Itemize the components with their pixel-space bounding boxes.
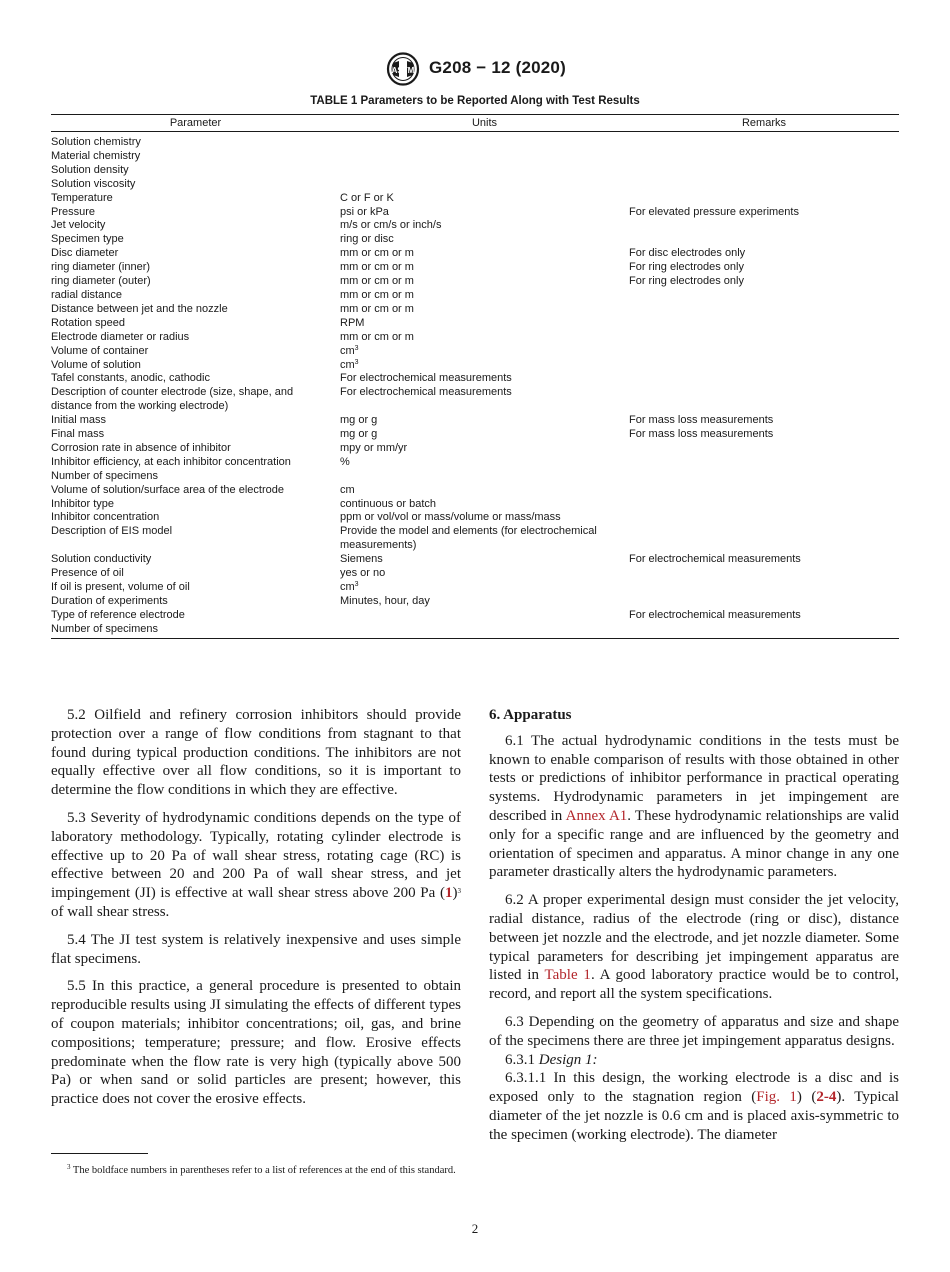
table-row	[51, 331, 899, 345]
parameter-cell: Specimen type	[51, 233, 124, 246]
table-row	[51, 275, 899, 289]
units-cell	[340, 150, 629, 164]
units-cell	[340, 178, 629, 192]
remarks-cell: For elevated pressure experiments	[629, 205, 799, 218]
footnote-marker: 3	[457, 887, 461, 896]
paragraph-5-5: 5.5 In this practice, a general procedure is presented to obtain reproducible results using JI simulating the effects of different types of coupon materials; inhibitor concentrations; oil, gas, and brine compositions; temperature; pressure; and flow. Erosive effects predominate when the flow rate is very high (typically above 500 Pa) or when sand or solid particles are present; however, this practice does not cover the erosive effects.	[51, 978, 461, 1108]
table-row	[51, 164, 899, 178]
units-cell	[340, 136, 629, 150]
units-cell: continuous or batch	[340, 497, 437, 510]
units-cell: $cm^3$	[340, 358, 359, 371]
parameter-cell: Inhibitor type	[51, 497, 114, 510]
reference-link-2-4[interactable]: 2-4	[816, 1089, 837, 1106]
remarks-cell: For mass loss measurements	[629, 414, 774, 427]
parameter-cell: If oil is present, volume of oil	[51, 581, 190, 593]
units-cell: RPM	[340, 316, 365, 329]
remarks-cell	[629, 498, 899, 512]
table-row	[51, 247, 899, 261]
document-designation: G208 − 12 (2020)	[429, 58, 566, 77]
table-row	[51, 178, 899, 192]
svg-text:ASTM: ASTM	[391, 66, 415, 75]
remarks-cell	[629, 525, 899, 553]
table-row	[51, 484, 899, 498]
paragraph-6-1: 6.1 The actual hydrodynamic conditions in the tests must be known to enable comparison of results with those obtained in other tests or predictions of inhibitor performance in practical operating systems. Hydrodynamic parameters in jet impingement are described in Annex A1. These hydrodynamic relationships are valid only for a specific range and are influenced by the geometry and orientation of specimen and apparatus. A minor change in any one parameter drastically alters the hydrodynamic parameters.	[489, 732, 899, 881]
units-cell: Siemens	[340, 553, 383, 566]
parameter-cell: Pressure	[51, 205, 96, 218]
remarks-cell	[629, 511, 899, 525]
remarks-cell: For electrochemical measurements	[629, 553, 801, 566]
table-header-rule	[51, 131, 899, 132]
table-row	[51, 206, 899, 220]
remarks-cell	[629, 456, 899, 470]
figure-1-link[interactable]: Fig. 1	[756, 1089, 797, 1106]
units-cell: mg or g	[340, 414, 378, 427]
parameter-cell: Duration of experiments	[51, 594, 168, 607]
parameter-cell: Number of specimens	[51, 622, 158, 635]
remarks-cell: For electrochemical measurements	[629, 608, 801, 621]
table-row	[51, 414, 899, 428]
units-cell: Provide the model and elements (for electrochemical measurements)	[340, 525, 597, 552]
parameter-cell: Rotation speed	[51, 316, 125, 329]
units-cell	[340, 164, 629, 178]
paragraph-6-3-1: 6.3.1 Design 1:	[505, 1051, 598, 1068]
footnote-3: $^3$ The boldface numbers in parentheses refer to a list of references at the end of this standard.	[67, 1163, 456, 1176]
units-cell: mm or cm or m	[340, 288, 414, 301]
table-bottom-rule	[51, 638, 899, 639]
units-cell: m/s or cm/s or inch/s	[340, 219, 442, 232]
units-cell: mm or cm or m	[340, 330, 414, 343]
parameter-cell: Initial mass	[51, 414, 107, 427]
table-1-link[interactable]: Table 1	[544, 967, 591, 984]
units-cell: mm or cm or m	[340, 247, 414, 260]
table-row	[51, 192, 899, 206]
parameter-cell: Solution chemistry	[51, 136, 141, 148]
table-row	[51, 372, 899, 386]
units-cell	[340, 470, 629, 484]
remarks-cell	[629, 164, 899, 178]
table-row	[51, 581, 899, 595]
parameter-cell: Description of EIS model	[51, 525, 173, 538]
table-row	[51, 428, 899, 442]
units-cell: mm or cm or m	[340, 302, 414, 315]
table-row	[51, 386, 899, 414]
paragraph-5-4: 5.4 The JI test system is relatively inexpensive and uses simple flat specimens.	[51, 931, 461, 967]
parameter-cell: radial distance	[51, 288, 122, 301]
units-cell: Minutes, hour, day	[340, 594, 430, 607]
units-cell: mg or g	[340, 428, 378, 441]
parameter-cell: ring diameter (outer)	[51, 275, 151, 288]
parameter-cell: Solution density	[51, 163, 129, 176]
remarks-cell	[629, 386, 899, 414]
units-cell: mpy or mm/yr	[340, 441, 408, 454]
parameter-cell: Type of reference electrode	[51, 608, 185, 621]
units-cell: psi or kPa	[340, 205, 389, 218]
annex-a1-link[interactable]: Annex A1	[565, 807, 628, 824]
remarks-cell	[629, 567, 899, 581]
remarks-cell	[629, 289, 899, 303]
column-header-parameter: Parameter	[169, 117, 222, 129]
units-cell: For electrochemical measurements	[340, 372, 512, 385]
parameter-cell: Inhibitor efficiency, at each inhibitor concentration	[51, 455, 291, 468]
table-row	[51, 525, 899, 553]
parameter-cell: Solution conductivity	[51, 553, 152, 566]
parameter-cell: Volume of solution	[51, 358, 141, 371]
paragraph-6-3-1-1: 6.3.1.1 In this design, the working electrode is a disc and is exposed only to the stagnation region (Fig. 1) (2-4). Typical diameter of the jet nozzle is 0.6 cm and is placed axis-symmetric to the specimen (working electrode). The diameter	[489, 1070, 899, 1143]
remarks-cell: For disc electrodes only	[629, 247, 746, 260]
astm-logo-icon	[383, 52, 423, 86]
remarks-cell	[629, 150, 899, 164]
parameters-table	[51, 136, 899, 637]
remarks-cell	[629, 581, 899, 595]
page-number: 2	[471, 1221, 479, 1236]
table-row	[51, 595, 899, 609]
parameter-cell: Material chemistry	[51, 149, 141, 162]
paragraph-6-3: 6.3 Depending on the geometry of apparatus and size and shape of the specimens there are three jet impingement apparatus designs.	[489, 1013, 899, 1049]
remarks-cell: For mass loss measurements	[629, 428, 774, 441]
table-row	[51, 498, 899, 512]
remarks-cell	[629, 470, 899, 484]
right-text-column	[489, 706, 899, 1154]
column-header-remarks: Remarks	[741, 117, 786, 129]
units-cell: C or F or K	[340, 191, 394, 204]
table-row	[51, 553, 899, 567]
units-cell: $cm^3$	[340, 344, 359, 357]
parameter-cell: Final mass	[51, 428, 105, 441]
remarks-cell: For ring electrodes only	[629, 275, 744, 288]
units-cell: ring or disc	[340, 233, 394, 246]
table-row	[51, 609, 899, 623]
remarks-cell	[629, 233, 899, 247]
table-row	[51, 442, 899, 456]
units-cell	[340, 623, 629, 637]
parameter-cell: Temperature	[51, 191, 113, 204]
units-cell: cm	[340, 483, 355, 496]
units-cell: mm or cm or m	[340, 261, 414, 274]
table-top-rule	[51, 114, 899, 115]
parameter-cell: Jet velocity	[51, 219, 106, 232]
footnote-rule	[51, 1153, 148, 1154]
section-heading-apparatus: 6. Apparatus	[489, 707, 572, 723]
paragraph-5-2: 5.2 Oilfield and refinery corrosion inhibitors should provide protection over a range of flow conditions from stagnant to that found during typical production conditions. The inhibitors are not equally effective over all flow conditions, so it is important to determine the flow conditions in which they are effective.	[51, 707, 461, 799]
table-row	[51, 136, 899, 150]
table-row	[51, 470, 899, 484]
table-row	[51, 150, 899, 164]
table-row	[51, 317, 899, 331]
units-cell	[340, 609, 629, 623]
remarks-cell	[629, 136, 899, 150]
remarks-cell	[629, 442, 899, 456]
parameter-cell: Solution viscosity	[51, 177, 136, 190]
reference-link-1[interactable]: 1	[445, 885, 453, 902]
parameter-cell: Distance between jet and the nozzle	[51, 302, 228, 315]
table-row	[51, 456, 899, 470]
paragraph-5-3: 5.3 Severity of hydrodynamic conditions depends on the type of laboratory methodology. Typically, rotating cylinder electrode is effective up to 20 Pa of wall shear stress, rotating cage (RC) is effective between 20 and 200 Pa of wall shear stress, and jet impingement (JI) is effective at wall shear stress above 200 Pa $(1)^3$ of wall shear stress.	[51, 809, 461, 920]
parameter-cell: Presence of oil	[51, 567, 124, 580]
table-row	[51, 359, 899, 373]
remarks-cell: For ring electrodes only	[629, 261, 744, 274]
table-row	[51, 233, 899, 247]
units-cell: ppm or vol/vol or mass/volume or mass/mass	[340, 511, 561, 524]
parameter-cell: Number of specimens	[51, 469, 158, 482]
units-cell: yes or no	[340, 567, 386, 580]
units-cell: %	[340, 455, 350, 468]
remarks-cell	[629, 372, 899, 386]
remarks-cell	[629, 484, 899, 498]
remarks-cell	[629, 359, 899, 373]
table-row	[51, 511, 899, 525]
remarks-cell	[629, 331, 899, 345]
parameter-cell: Inhibitor concentration	[51, 511, 160, 524]
table-row	[51, 345, 899, 359]
table-row	[51, 303, 899, 317]
table-row	[51, 261, 899, 275]
parameter-cell: ring diameter (inner)	[51, 261, 151, 274]
parameter-cell: Corrosion rate in absence of inhibitor	[51, 441, 231, 454]
table-title: TABLE 1 Parameters to be Reported Along with Test Results	[310, 95, 640, 107]
remarks-cell	[629, 623, 899, 637]
table-row	[51, 567, 899, 581]
parameter-cell: Electrode diameter or radius	[51, 330, 190, 343]
parameter-cell: Volume of solution/surface area of the electrode	[51, 483, 284, 496]
parameter-cell: Disc diameter	[51, 247, 119, 260]
remarks-cell	[629, 219, 899, 233]
remarks-cell	[629, 178, 899, 192]
table-row	[51, 289, 899, 303]
parameter-cell: Tafel constants, anodic, cathodic	[51, 372, 210, 385]
left-text-column	[51, 706, 461, 1118]
units-cell: mm or cm or m	[340, 275, 414, 288]
remarks-cell	[629, 595, 899, 609]
table-row	[51, 219, 899, 233]
remarks-cell	[629, 317, 899, 331]
column-header-units: Units	[471, 117, 498, 129]
remarks-cell	[629, 192, 899, 206]
parameter-cell: Description of counter electrode (size, shape, and distance from the working electrode)	[51, 386, 294, 413]
remarks-cell	[629, 303, 899, 317]
parameter-cell: Volume of container	[51, 344, 149, 357]
remarks-cell	[629, 345, 899, 359]
page-header	[0, 52, 950, 86]
table-row	[51, 623, 899, 637]
units-cell: $cm^3$	[340, 581, 359, 593]
paragraph-6-2: 6.2 A proper experimental design must consider the jet velocity, radial distance, radius of the electrode (ring or disc), distance between jet nozzle and the electrode, and jet nozzle diameter. Some typical parameters for describing jet impingement apparatus are listed in Table 1. A good laboratory practice would be to control, record, and report all the system specifications.	[489, 892, 899, 1003]
units-cell: For electrochemical measurements	[340, 386, 512, 399]
